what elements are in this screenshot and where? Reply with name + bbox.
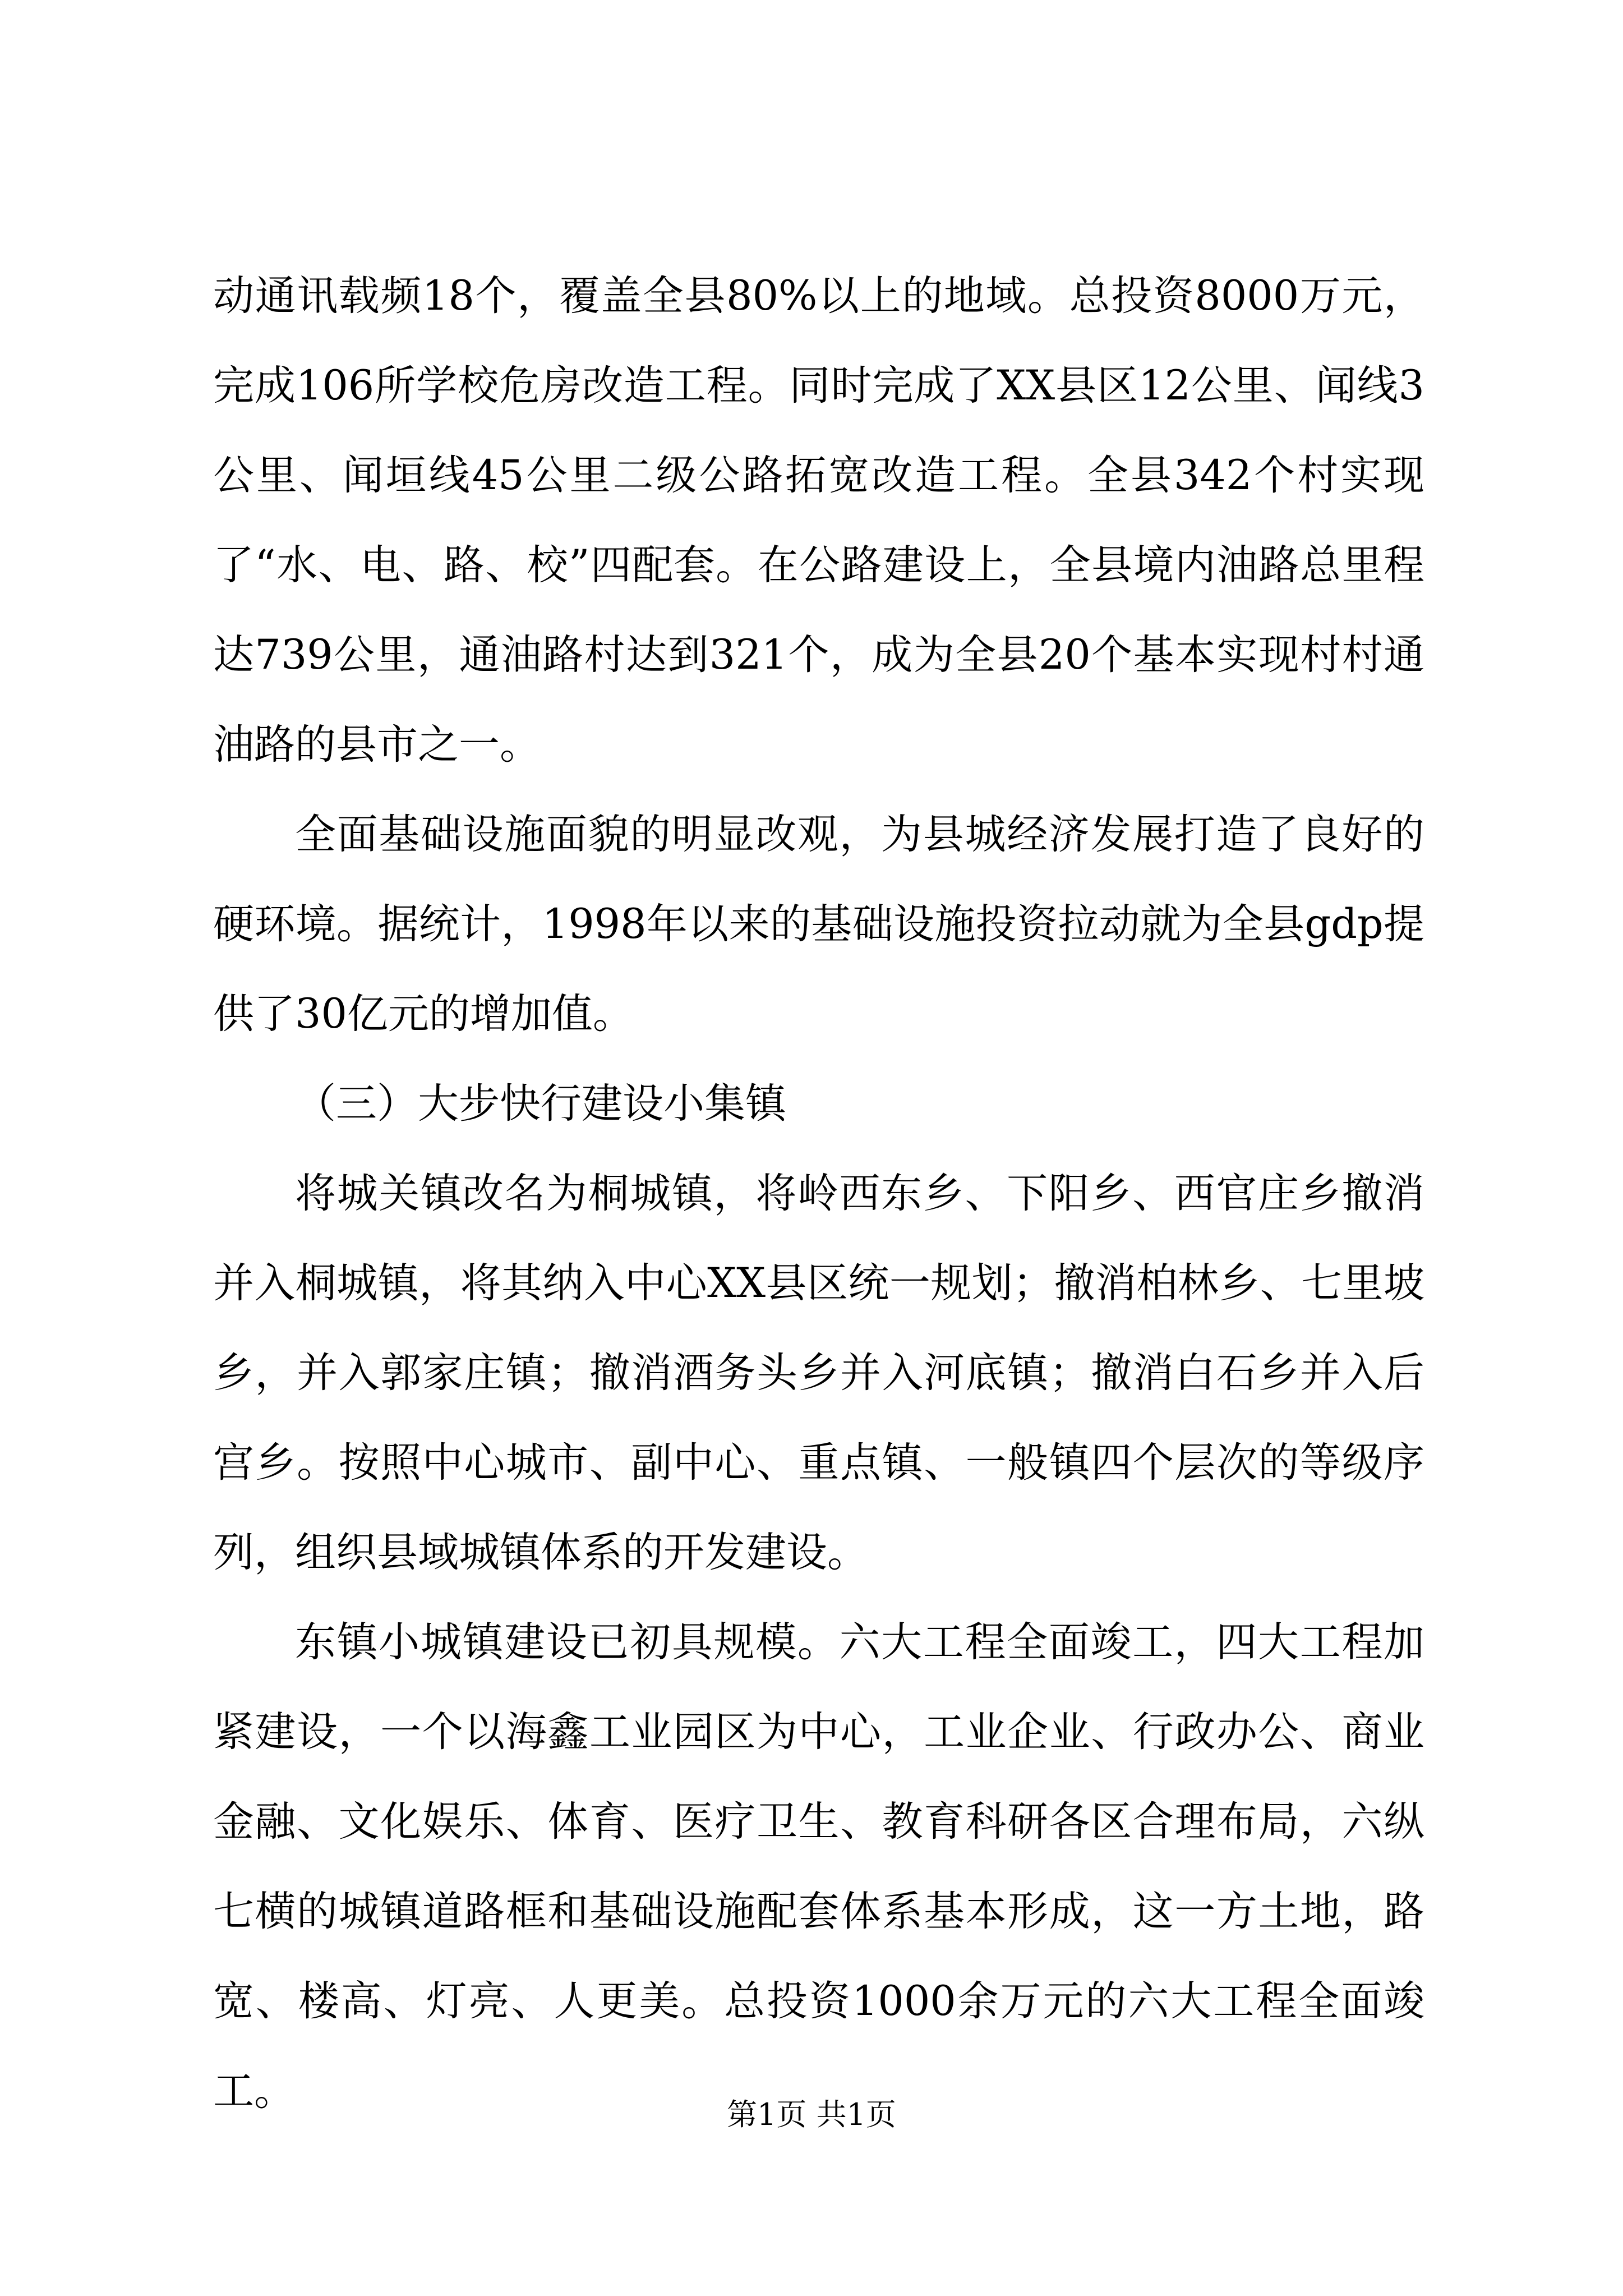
- section-heading: （三）大步快行建设小集镇: [295, 1080, 786, 1128]
- paragraph-3: 将城关镇改名为桐城镇，将岭西东乡、下阳乡、西官庄乡撤消并入桐城镇，将其纳入中心XX县区统一规划；撤消柏林乡、七里坡乡，并入郭家庄镇；撤消酒务头乡并入河底镇；撤消白石乡并入后宫乡。按照中心城市、副中心、重点镇、一般镇四个层次的等级序列，组织县域城镇体系的开发建设。: [213, 1170, 1424, 1576]
- paragraph-2: 全面基础设施面貌的明显改观，为县城经济发展打造了良好的硬环境。据统计，1998年以来的基础设施投资拉动就为全县gdp提供了30亿元的增加值。: [213, 811, 1424, 1038]
- paragraph-4: 东镇小城镇建设已初具规模。六大工程全面竣工，四大工程加紧建设，一个以海鑫工业园区为中心，工业企业、行政办公、商业金融、文化娱乐、体育、医疗卫生、教育科研各区合理布局，六纵七横的城镇道路框和基础设施配套体系基本形成，这一方土地，路宽、楼高、灯亮、人更美。总投资1000余万元的六大工程全面竣工。: [213, 1618, 1424, 2115]
- document-body: [213, 251, 1424, 2136]
- paragraph-1: 动通讯载频18个，覆盖全县80%以上的地域。总投资8000万元，完成106所学校危房改造工程。同时完成了XX县区12公里、闻线3公里、闻垣线45公里二级公路拓宽改造工程。全县342个村实现了“水、电、路、校”四配套。在公路建设上，全县境内油路总里程达739公里，通油路村达到321个，成为全县20个基本实现村村通油路的县市之一。: [213, 272, 1424, 769]
- page-footer: 第1页 共1页: [727, 2097, 896, 2132]
